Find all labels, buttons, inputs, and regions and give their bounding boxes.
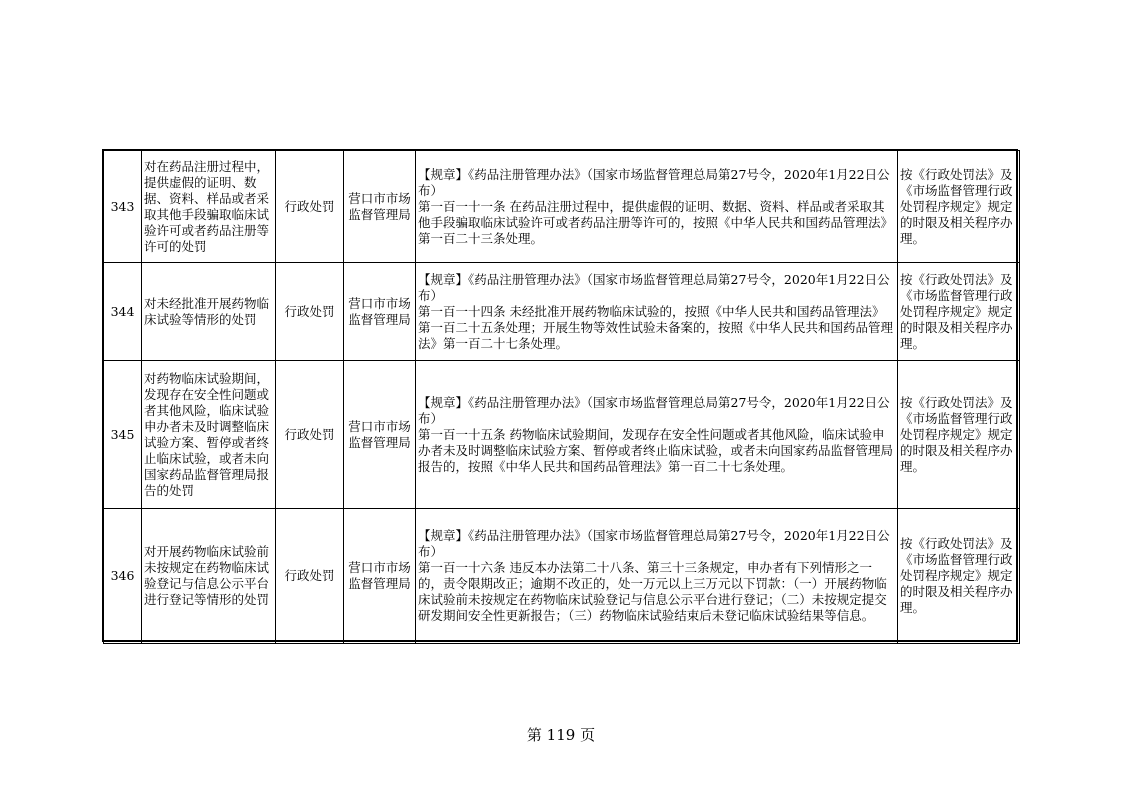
basis-head: 【规章】《药品注册管理办法》（国家市场监督管理总局第27号令，2020年1月22日公布） [418, 271, 890, 303]
procedure: 按《行政处罚法》及《市场监督管理行政处罚程序规定》规定的时限及相关程序办理。 [898, 509, 1020, 644]
legal-basis [416, 151, 898, 263]
basis-body: 第一百一十四条 未经批准开展药物临床试验的，按照《中华人民共和国药品管理法》第一百二十五条处理；开展生物等效性试验未备案的，按照《中华人民共和国药品管理法》第一百二十七条处理。 [418, 303, 894, 351]
item-org: 营口市市场监督管理局 [344, 361, 416, 509]
item-org: 营口市市场监督管理局 [344, 263, 416, 361]
basis-body: 第一百一十五条 药物临床试验期间，发现存在安全性问题或者其他风险，临床试验申办者未及时调整临床试验方案、暂停或者终止临床试验，或者未向国家药品监督管理局报告的，按照《中华人民共和国药品管理法》第一百二十七条处理。 [418, 426, 894, 474]
item-org: 营口市市场监督管理局 [344, 151, 416, 263]
table-row [104, 263, 1020, 361]
item-name: 对未经批准开展药物临床试验等情形的处罚 [142, 263, 276, 361]
row-number: 346 [104, 509, 142, 644]
row-number: 343 [104, 151, 142, 263]
item-name: 对开展药物临床试验前未按规定在药物临床试验登记与信息公示平台进行登记等情形的处罚 [142, 509, 276, 644]
legal-basis [416, 509, 898, 644]
row-number: 345 [104, 361, 142, 509]
basis-body: 第一百一十一条 在药品注册过程中，提供虚假的证明、数据、资料、样品或者采取其他手段骗取临床试验许可或者药品注册等许可的，按照《中华人民共和国药品管理法》第一百二十三条处理。 [418, 198, 894, 246]
basis-head: 【规章】《药品注册管理办法》（国家市场监督管理总局第27号令，2020年1月22日公布） [418, 166, 890, 198]
regulation-table [103, 150, 1020, 644]
legal-basis [416, 361, 898, 509]
procedure: 按《行政处罚法》及《市场监督管理行政处罚程序规定》规定的时限及相关程序办理。 [898, 361, 1020, 509]
page-number: 第 119 页 [526, 726, 596, 744]
procedure: 按《行政处罚法》及《市场监督管理行政处罚程序规定》规定的时限及相关程序办理。 [898, 263, 1020, 361]
procedure: 按《行政处罚法》及《市场监督管理行政处罚程序规定》规定的时限及相关程序办理。 [898, 151, 1020, 263]
item-name: 对药物临床试验期间，发现存在安全性问题或者其他风险，临床试验申办者未及时调整临床试验方案、暂停或者终止临床试验，或者未向国家药品监督管理局报告的处罚 [142, 361, 276, 509]
legal-basis [416, 263, 898, 361]
basis-head: 【规章】《药品注册管理办法》（国家市场监督管理总局第27号令，2020年1月22日公布） [418, 528, 890, 559]
basis-body: 第一百一十六条 违反本办法第二十八条、第三十三条规定，申办者有下列情形之一的，责令限期改正；逾期不改正的，处一万元以上三万元以下罚款：（一）开展药物临床试验前未按规定在药物临床试验登记与信息公示平台进行登记；（二）未按规定提交研发期间安全性更新报告；（三）药物临床试验结束后未登记临床试验结果等信息。 [418, 560, 887, 623]
item-type: 行政处罚 [276, 509, 344, 644]
table-row [104, 361, 1020, 509]
table-row [104, 509, 1020, 644]
item-type: 行政处罚 [276, 361, 344, 509]
item-type: 行政处罚 [276, 263, 344, 361]
item-org: 营口市市场监督管理局 [344, 509, 416, 644]
item-name: 对在药品注册过程中，提供虚假的证明、数据、资料、样品或者采取其他手段骗取临床试验许可或者药品注册等许可的处罚 [142, 151, 276, 263]
table-row [104, 151, 1020, 263]
item-type: 行政处罚 [276, 151, 344, 263]
row-number: 344 [104, 263, 142, 361]
basis-head: 【规章】《药品注册管理办法》（国家市场监督管理总局第27号令，2020年1月22日公布） [418, 394, 890, 426]
